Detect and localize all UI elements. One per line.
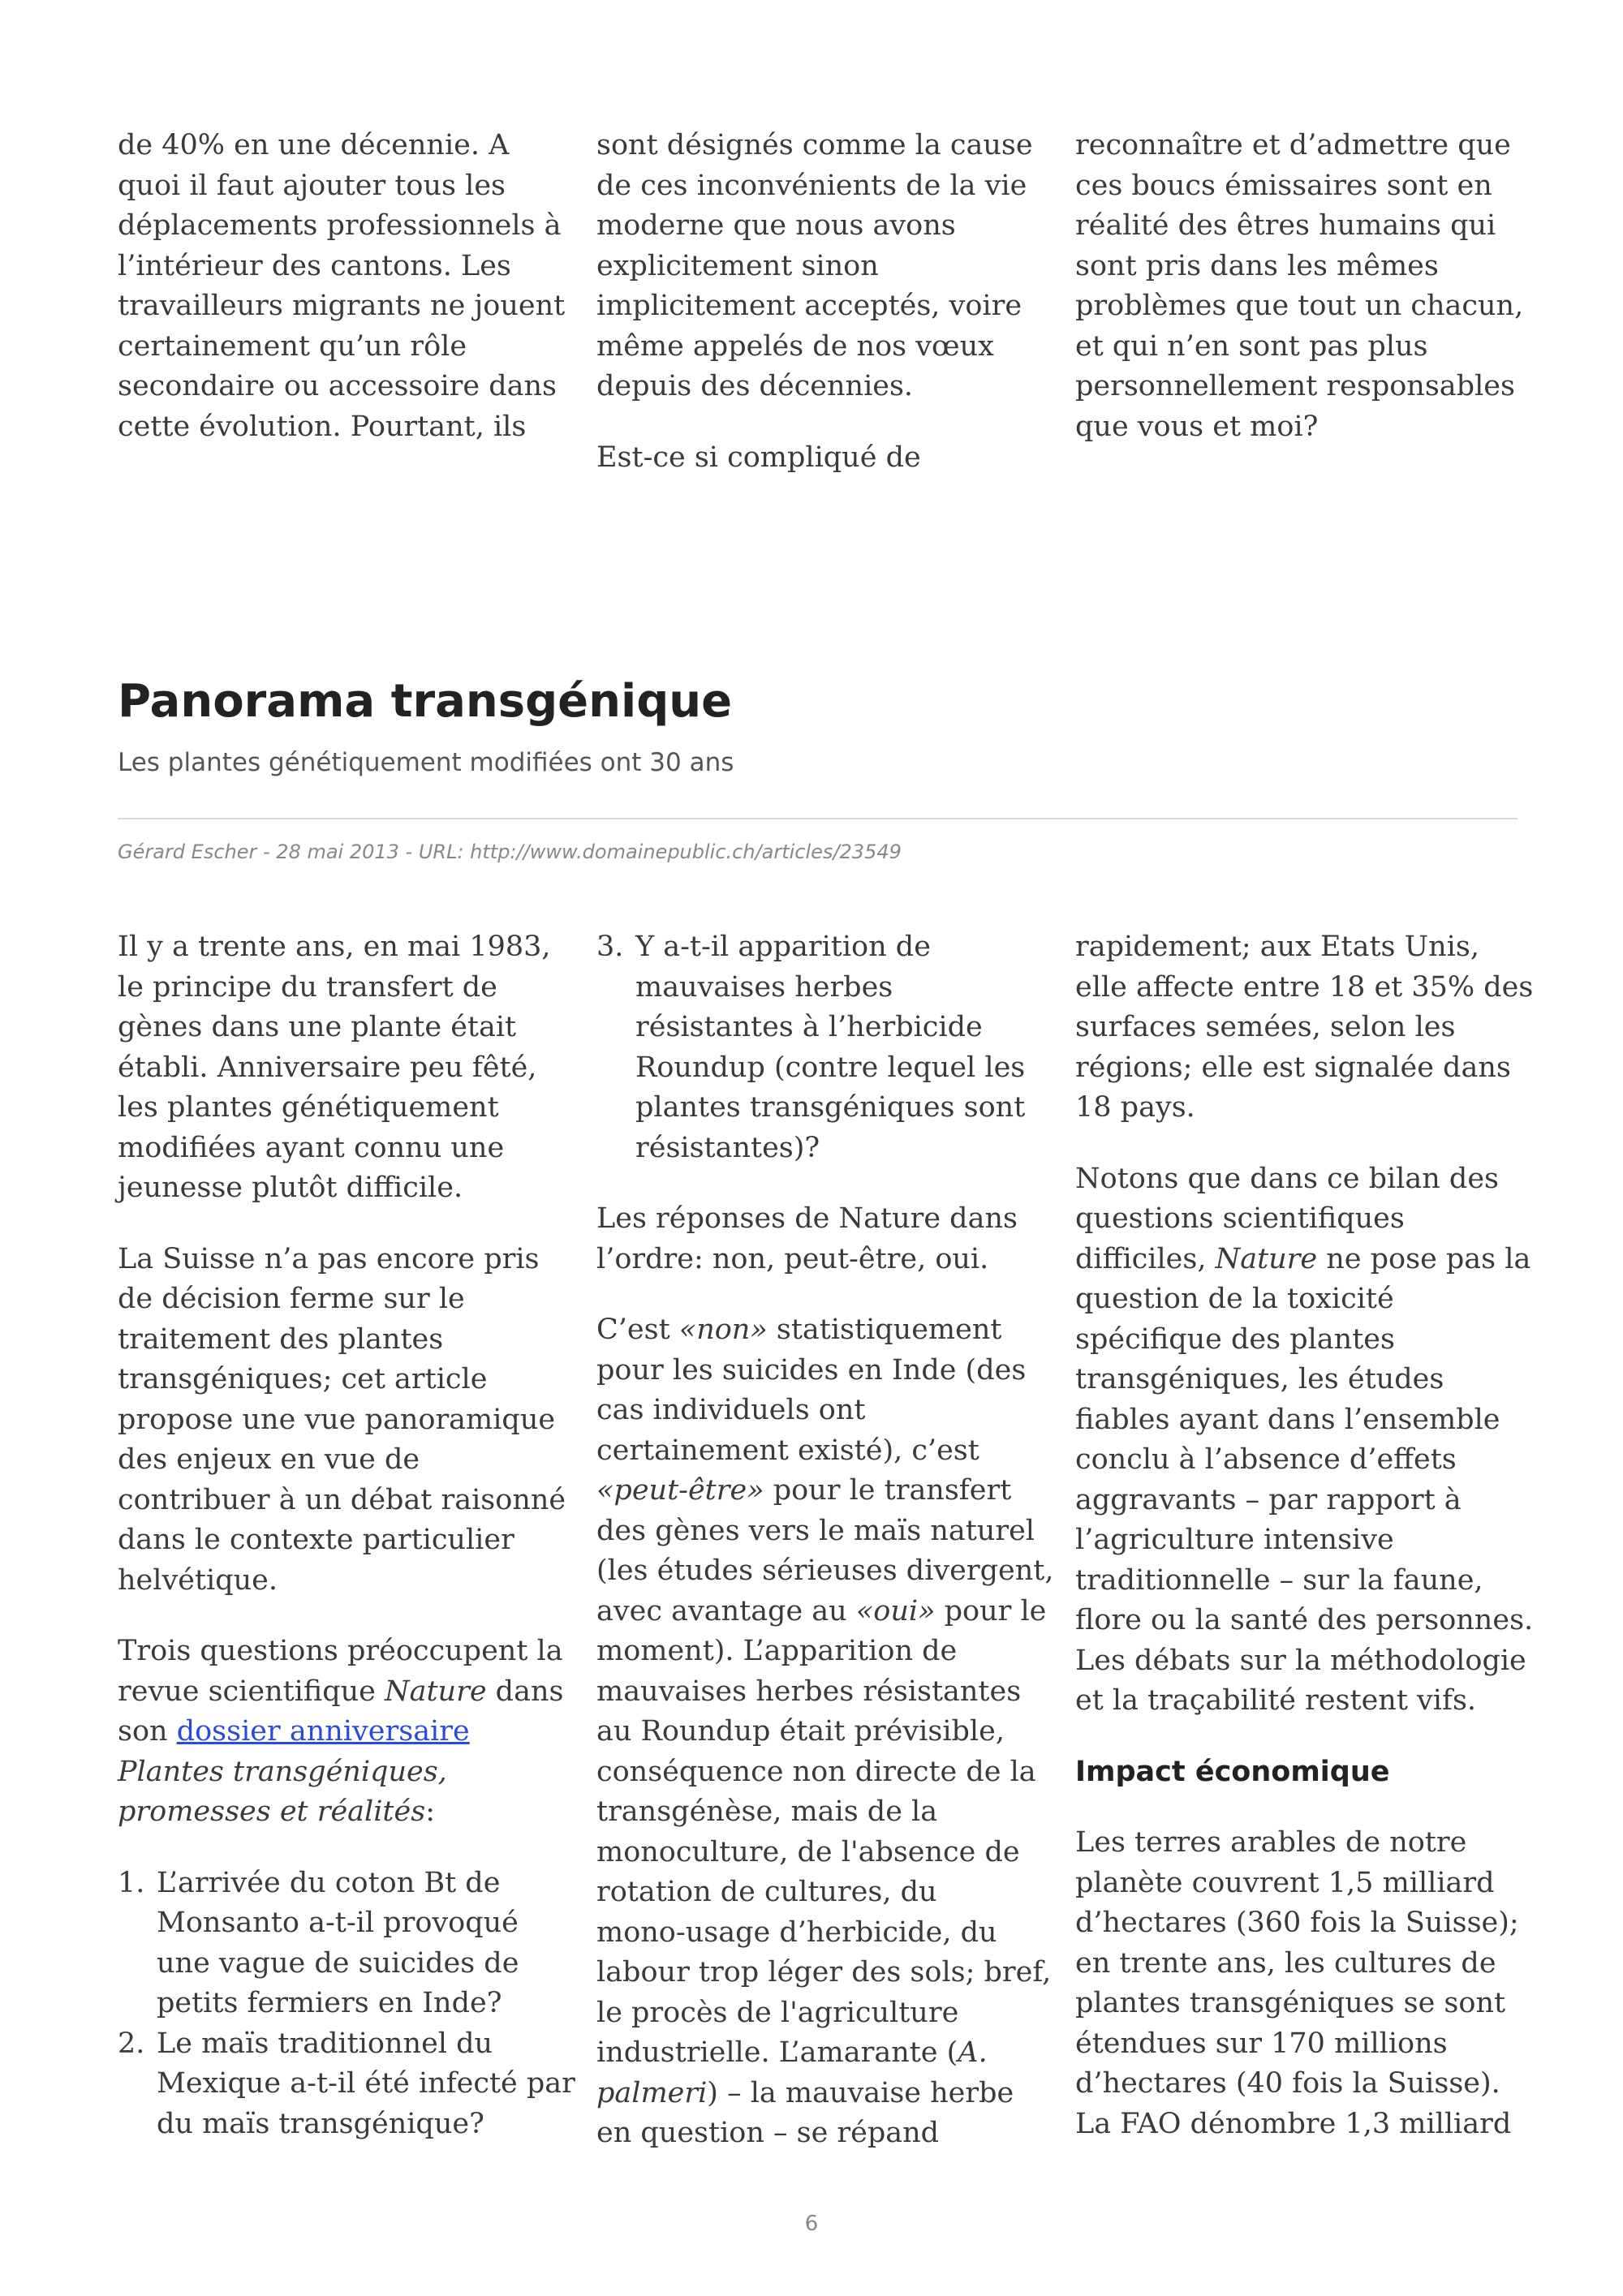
text-line: Trois questions préoccupent la <box>118 1635 563 1667</box>
text-line: gènes dans une plante était <box>118 1011 517 1043</box>
text-line: personnellement responsables <box>1075 370 1515 402</box>
text-line: étendues sur 170 millions <box>1075 2027 1448 2060</box>
text-line: une vague de suicides de <box>157 1946 519 1980</box>
text-line: Plantes transgéniques, <box>118 1755 447 1788</box>
text-line: implicitement acceptés, voire <box>596 290 1022 322</box>
text-line: traitement des plantes <box>118 1322 444 1356</box>
text-line: rotation de cultures, du <box>596 1876 937 1908</box>
text-line: de ces inconvénients de la vie <box>596 169 1027 202</box>
text-line: l’agriculture intensive <box>1075 1524 1394 1556</box>
text-line: Est-ce si compliqué de <box>596 441 921 474</box>
article-column-1 <box>118 927 575 2175</box>
page-number: 6 <box>804 2212 819 2236</box>
text-line: problèmes que tout un chacun, <box>1075 290 1524 322</box>
text-line: Les réponses de Nature dans <box>596 1202 1018 1235</box>
text-line: et la traçabilité restent vifs. <box>1075 1684 1477 1717</box>
top-column-2 <box>596 126 1035 478</box>
questions-list <box>118 1864 575 2145</box>
text-line: d’hectares (360 fois la Suisse); <box>1075 1907 1519 1939</box>
text-line: moderne que nous avons <box>596 209 956 242</box>
list-number: 2. <box>118 2027 145 2060</box>
text-line: conclu à l’absence d’effets <box>1075 1443 1457 1476</box>
list-number: 3. <box>596 931 624 963</box>
text-line: «peut-être» pour le transfert <box>596 1474 1012 1507</box>
paragraph <box>118 126 566 447</box>
text-line: cas individuels ont <box>596 1394 866 1426</box>
text-line: travailleurs migrants ne jouent <box>118 290 566 322</box>
article-column-2 <box>596 927 1054 2154</box>
text-line: secondaire ou accessoire dans <box>118 370 557 402</box>
text-line: difficiles, Nature ne pose pas la <box>1075 1242 1531 1275</box>
paragraph <box>1075 1823 1519 2144</box>
text-line: explicitement sinon <box>596 249 879 282</box>
text-line: que vous et moi? <box>1075 410 1319 443</box>
text-line: reconnaître et d’admettre que <box>1075 129 1511 161</box>
text-line: industrielle. L’amarante (A. <box>596 2036 988 2069</box>
top-column-1 <box>118 126 566 447</box>
text-line: helvétique. <box>118 1563 278 1597</box>
dossier-anniversaire-link[interactable]: dossier anniversaire <box>176 1715 470 1748</box>
paragraph <box>596 126 1035 407</box>
text-line: des enjeux en vue de <box>118 1443 420 1476</box>
text-line: jeunesse plutôt difficile. <box>118 1172 463 1204</box>
header-divider <box>118 818 1518 819</box>
text-line: question de la toxicité <box>1075 1283 1394 1315</box>
text-line: dans le contexte particulier <box>118 1524 514 1556</box>
text-line: depuis des décennies. <box>596 370 914 402</box>
text-line: réalité des êtres humains qui <box>1075 209 1496 242</box>
text-line: résistantes)? <box>635 1131 820 1164</box>
text-line: de décision ferme sur le <box>118 1283 465 1315</box>
text-line: C’est «non» statistiquement <box>596 1314 1002 1346</box>
paragraph <box>118 1240 566 1602</box>
text-line: contribuer à un débat raisonné <box>118 1483 566 1516</box>
text-line: Mexique a-t-il été infecté par <box>157 2067 575 2100</box>
text-line: transgénèse, mais de la <box>596 1795 938 1828</box>
text-line: Le maïs traditionnel du <box>157 2027 493 2060</box>
text-line: même appelés de nos vœux <box>596 329 994 363</box>
questions-list-continued <box>596 927 1035 1168</box>
journal-name: Nature <box>385 1675 487 1708</box>
text-line: Les terres arables de notre <box>1075 1826 1467 1859</box>
list-number: 1. <box>118 1866 145 1899</box>
text-line: sont désignés comme la cause <box>596 129 1033 161</box>
text-line: l’ordre: non, peut-être, oui. <box>596 1242 989 1275</box>
text-line: labour trop léger des sols; bref, <box>596 1956 1052 1989</box>
text-line: elle affecte entre 18 et 35% des <box>1075 970 1534 1004</box>
text-line: plantes transgéniques sont <box>635 1091 1026 1124</box>
paragraph <box>596 1199 1035 1279</box>
text-line: régions; elle est signalée dans <box>1075 1051 1511 1084</box>
text-line: les plantes génétiquement <box>118 1091 499 1124</box>
text-line: Monsanto a-t-il provoqué <box>157 1907 519 1939</box>
text-line: résistantes à l’herbicide <box>635 1011 983 1043</box>
text-line: déplacements professionnels à <box>118 209 562 242</box>
text-line: certainement existé), c’est <box>596 1434 979 1467</box>
text-line: le principe du transfert de <box>118 970 497 1004</box>
list-item <box>118 2024 575 2145</box>
paragraph <box>1075 1159 1534 1722</box>
paragraph <box>118 927 556 1209</box>
text-line: monoculture, de l'absence de <box>596 1835 1020 1868</box>
article-title: Panorama transgénique <box>118 675 733 728</box>
text-line: pour les suicides en Inde (des <box>596 1353 1027 1387</box>
text-line: (les études sérieuses divergent, <box>596 1554 1054 1587</box>
text-line: son dossier anniversaire <box>118 1715 470 1748</box>
top-column-3 <box>1075 126 1524 447</box>
text-line: aggravants – par rapport à <box>1075 1483 1462 1516</box>
list-item <box>118 1864 556 2024</box>
text-line: flore ou la santé des personnes. <box>1075 1604 1534 1636</box>
text-line: d’hectares (40 fois la Suisse). <box>1075 2067 1500 2100</box>
text-line: le procès de l'agriculture <box>596 1996 959 2029</box>
text-line: en question – se répand <box>596 2117 940 2149</box>
text-line: de 40% en une décennie. A <box>118 129 510 161</box>
text-line: moment). L’apparition de <box>596 1635 958 1667</box>
text-line: promesses et réalités: <box>118 1795 435 1828</box>
section-heading: Impact économique <box>1075 1755 1390 1788</box>
paragraph <box>1075 927 1534 1129</box>
text-line: questions scientifiques <box>1075 1202 1405 1235</box>
text-line: revue scientifique Nature dans <box>118 1675 564 1708</box>
text-line: L’arrivée du coton Bt de <box>157 1866 501 1899</box>
text-line: sont pris dans les mêmes <box>1075 249 1439 282</box>
text-line: transgéniques, les études <box>1075 1363 1444 1395</box>
text-line: surfaces semées, selon les <box>1075 1011 1456 1043</box>
text-line: rapidement; aux Etats Unis, <box>1075 931 1479 963</box>
text-line: fiables ayant dans l’ensemble <box>1075 1403 1500 1436</box>
text-line: planète couvrent 1,5 milliard <box>1075 1866 1495 1899</box>
text-line: avec avantage au «oui» pour le <box>596 1594 1047 1627</box>
text-line: traditionnelle – sur la faune, <box>1075 1563 1483 1597</box>
text-line: mono-usage d’herbicide, du <box>596 1915 997 1949</box>
text-line: spécifique des plantes <box>1075 1322 1395 1356</box>
text-line: conséquence non directe de la <box>596 1755 1036 1788</box>
text-line: plantes transgéniques se sont <box>1075 1987 1506 2019</box>
article-column-3 <box>1075 927 1534 2144</box>
text-line: certainement qu’un rôle <box>118 329 467 363</box>
text-line: 18 pays. <box>1075 1091 1195 1124</box>
text-line: La Suisse n’a pas encore pris <box>118 1242 540 1275</box>
list-item <box>596 927 1035 1168</box>
text-line: au Roundup était prévisible, <box>596 1715 1005 1748</box>
text-line: Y a-t-il apparition de <box>635 931 931 963</box>
article-subtitle: Les plantes génétiquement modifiées ont 30 ans <box>118 748 734 777</box>
paragraph <box>1075 126 1524 447</box>
text-line: Notons que dans ce bilan des <box>1075 1162 1499 1195</box>
text-line: l’intérieur des cantons. Les <box>118 249 511 282</box>
text-line: cette évolution. Pourtant, ils <box>118 410 527 443</box>
paragraph <box>596 1310 1054 2154</box>
text-line: palmeri) – la mauvaise herbe <box>596 2076 1014 2109</box>
text-line: Roundup (contre lequel les <box>635 1051 1026 1084</box>
text-line: Il y a trente ans, en mai 1983, <box>118 931 551 963</box>
paragraph <box>118 1632 564 1833</box>
text-line: quoi il faut ajouter tous les <box>118 169 506 202</box>
text-line: du maïs transgénique? <box>157 2107 484 2140</box>
text-line: ces boucs émissaires sont en <box>1075 169 1492 202</box>
text-line: petits fermiers en Inde? <box>157 1987 502 2019</box>
text-line: propose une vue panoramique <box>118 1403 556 1436</box>
text-line: en trente ans, les cultures de <box>1075 1946 1496 1980</box>
article-byline: Gérard Escher - 28 mai 2013 - URL: http://www.domainepublic.ch/articles/23549 <box>118 841 902 863</box>
text-line: mauvaises herbes résistantes <box>596 1675 1022 1708</box>
text-line: La FAO dénombre 1,3 milliard <box>1075 2107 1512 2140</box>
text-line: des gènes vers le maïs naturel <box>596 1514 1035 1547</box>
text-line: modifiées ayant connu une <box>118 1131 505 1164</box>
text-line: établi. Anniversaire peu fêté, <box>118 1051 537 1084</box>
text-line: Les débats sur la méthodologie <box>1075 1644 1526 1677</box>
text-line: et qui n’en sont pas plus <box>1075 329 1428 363</box>
text-line: mauvaises herbes <box>635 970 893 1004</box>
text-line: transgéniques; cet article <box>118 1363 488 1395</box>
paragraph <box>596 438 1035 479</box>
